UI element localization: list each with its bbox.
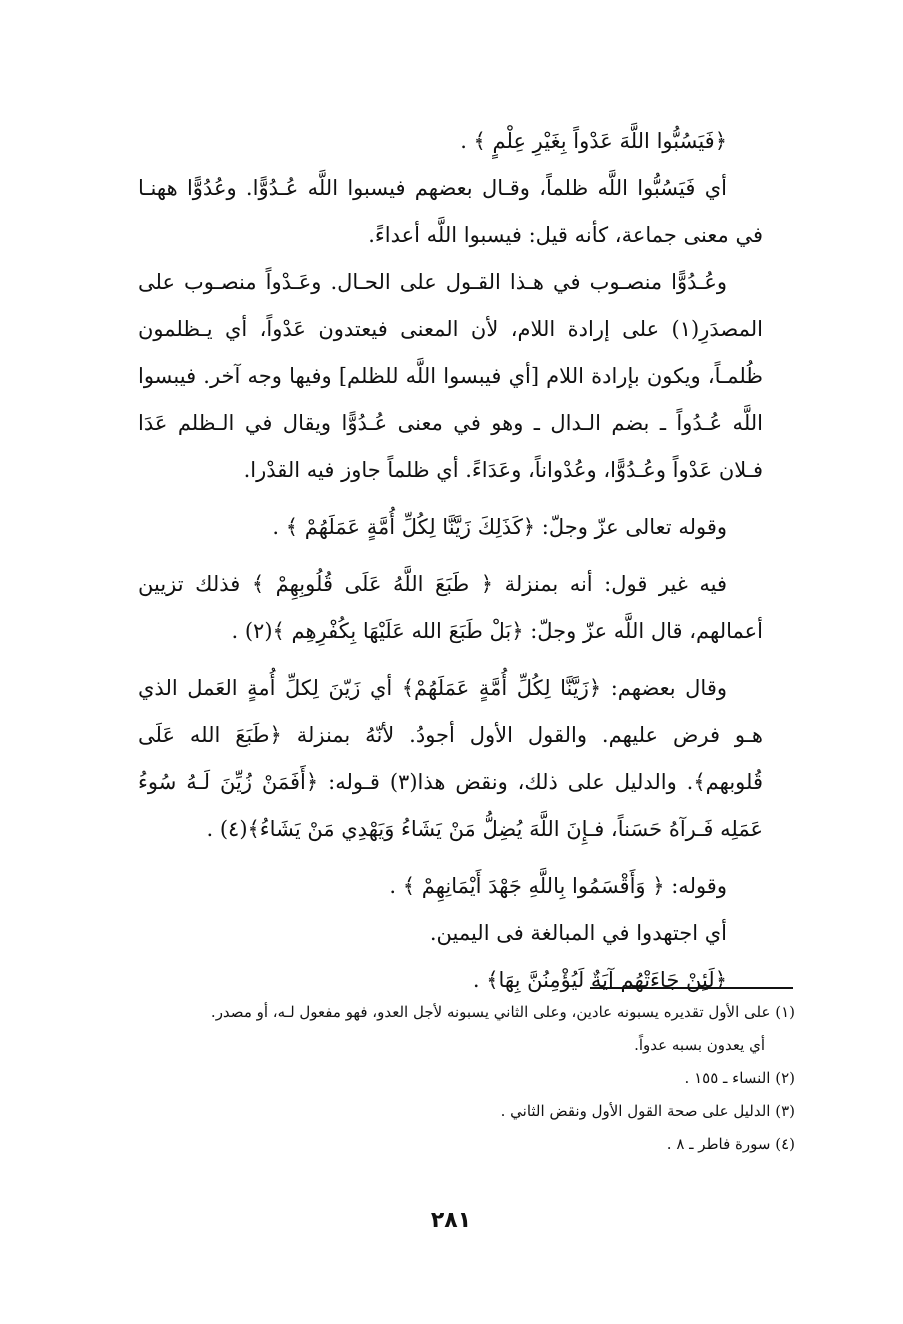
main-text (138, 118, 763, 1004)
footnote-separator (590, 987, 793, 989)
paragraph: أي اجتهدوا في المبالغة فى اليمين. (429, 921, 727, 945)
quran-verse: ﴿فَيَسُبُّوا اللَّهَ عَدْواً بِغَيْرِ عِلْمٍ ﴾ . (460, 129, 727, 153)
paragraph: وقوله تعالى عزّ وجلّ: ﴿كَذَلِكَ زَيَّنَّا لِكُلِّ أُمَّةٍ عَمَلَهُمْ ﴾ . (272, 515, 727, 539)
footnote: (٢) النساء ـ ١٥٥ . (684, 1069, 795, 1087)
paragraph: فيه غير قول: أنه بمنزلة ﴿ طَبَعَ اللَّهُ عَلَى قُلُوبِهِمْ ﴾ فذلك تزيين أعمالهم، قال اللَّه عزّ وجلّ: ﴿بَلْ طَبَعَ الله عَلَيْهَا بِكُفْرِهِم ﴾(٢) . (138, 572, 763, 643)
quran-verse: ﴿لَئِنْ جَاءَتْهُم آيَةٌ لَيُؤْمِنُنَّ بِهَا﴾ . (472, 968, 727, 992)
paragraph: وقوله: ﴿ وَأَقْسَمُوا بِاللَّهِ جَهْدَ أَيْمَانِهِمْ ﴾ . (389, 874, 727, 898)
footnote: (٣) الدليل على صحة القول الأول ونقض الثاني . (500, 1102, 795, 1120)
footnotes (140, 996, 795, 1161)
footnote: أي يعدون بسبه عدواً. (634, 1036, 765, 1054)
footnote: (١) على الأول تقديره يسبونه عادين، وعلى الثاني يسبونه لأجل العدو، فهو مفعول لـه، أو مصدر. (210, 1003, 795, 1021)
paragraph: وعُـدُوًّا منصـوب في هـذا القـول على الحـال. وعَـدْواً منصـوب على المصدَرِ(١) على إرادة اللام، لأن المعنى فيعتدون عَدْواً، أي يـظلمون ظُلمـاً، ويكون بإرادة اللام [أي فيبسوا اللَّه للظلم] وفيها وجه آخر. فيبسوا اللَّه عُـدُواً ـ بضم الـدال ـ وهو في معنى عُـدُوًّا ويقال في الـظلم عَدَا فـلان عَدْواً وعُـدُوًّا، وعُدْواناً، وعَدَاءً. أي ظلماً جاوز فيه القدْرا. (138, 270, 763, 482)
paragraph: أي فَيَسُبُّوا اللَّه ظلماً، وقـال بعضهم فيسبوا اللَّه عُـدُوًّا. وعُدُوًّا ههنـا في معنى جماعة، كأنه قيل: فيسبوا اللَّه أعداءً. (138, 176, 763, 247)
paragraph: وقال بعضهم: ﴿زَيَّنَّا لِكُلِّ أُمَّةٍ عَمَلَهُمْ﴾ أي زَيّنَ لِكلِّ أُمةٍ العَمل الذي هـو فرض عليهم. والقول الأول أجودُ. لأنّهُ بمنزلة ﴿طَبَعَ الله عَلَى قُلوبهم﴾. والدليل على ذلك، ونقض هذا(٣) قـوله: ﴿أَفَمَنْ زُيِّنَ لَـهُ سُوءُ عَمَلِه فَـرآهُ حَسَناً، فـإِنَ اللَّهَ يُضِلُّ مَنْ يَشَاءُ وَيَهْدِي مَنْ يَشَاءُ﴾(٤) . (138, 676, 763, 841)
page-number: ٢٨١ (430, 1208, 472, 1233)
footnote: (٤) سورة فاطر ـ ٨ . (666, 1135, 795, 1153)
